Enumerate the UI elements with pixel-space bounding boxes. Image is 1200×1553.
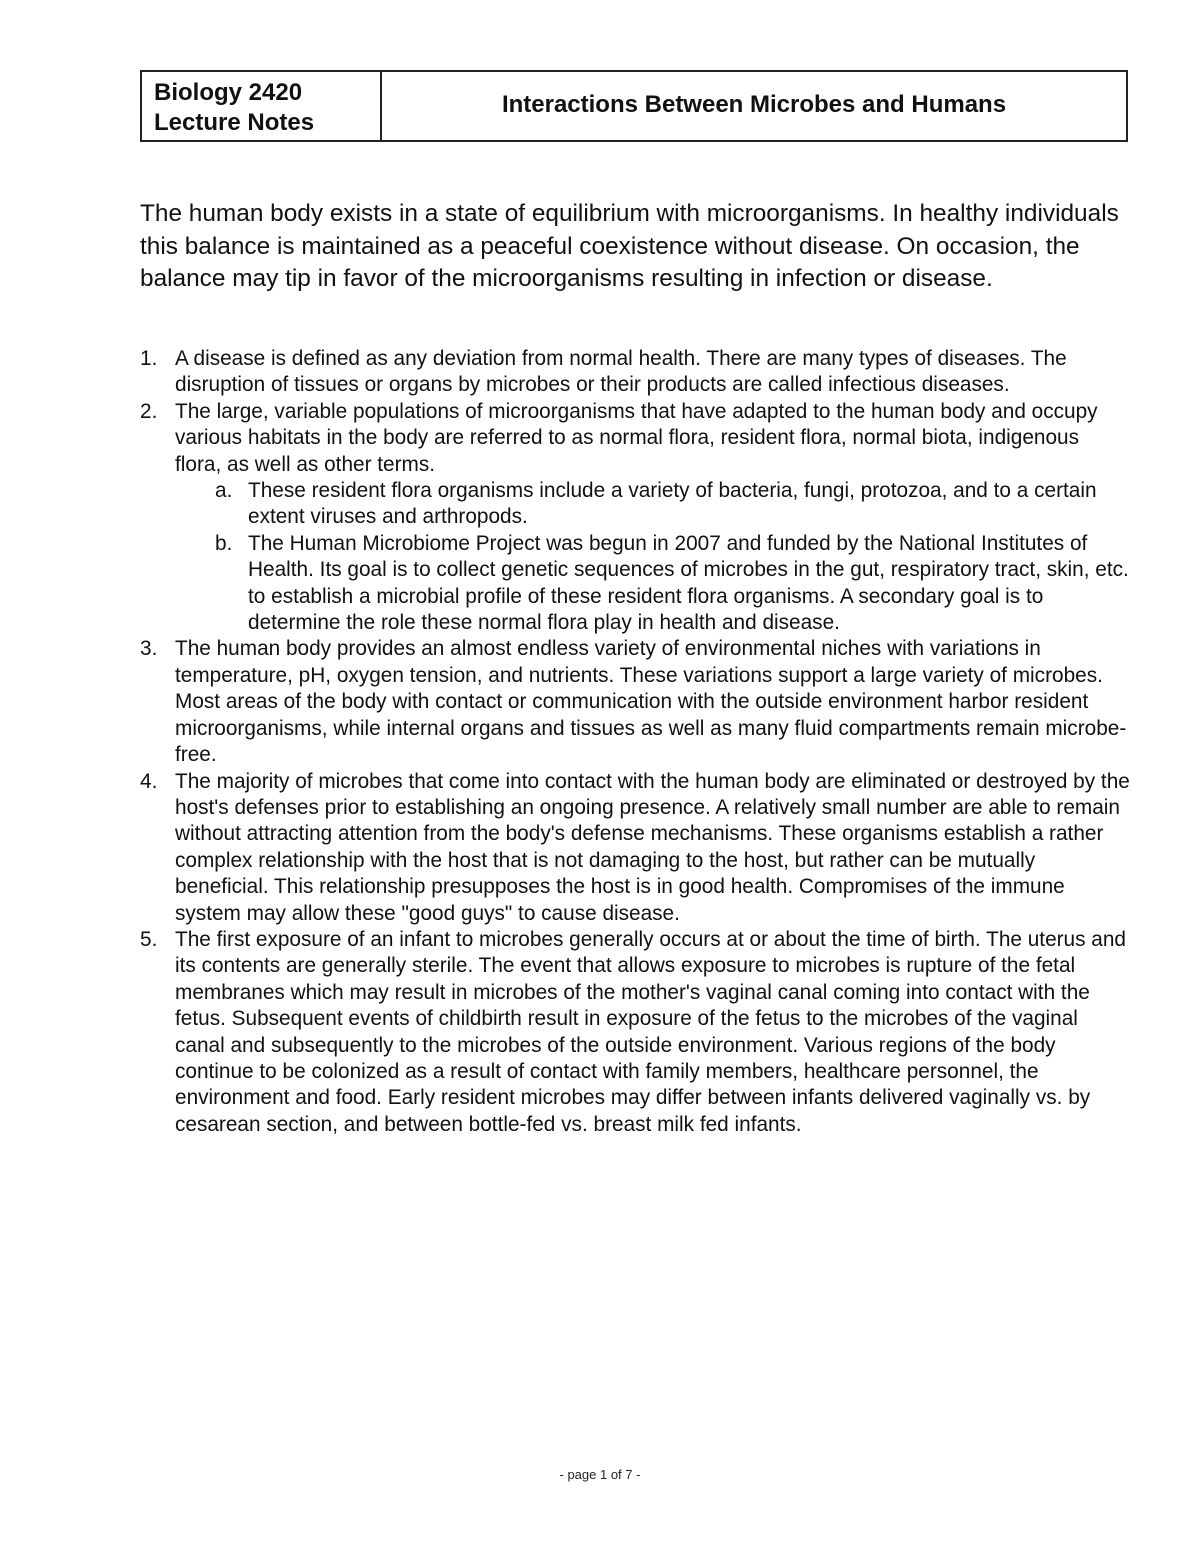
sub-list-item-text: These resident flora organisms include a variety of bacteria, fungi, protozoa, and to a certain extent viruses and arthropods.: [248, 479, 1097, 529]
document-type: Lecture Notes: [154, 109, 315, 136]
page-footer: - page 1 of 7 -: [559, 1467, 641, 1482]
list-item: [140, 346, 1130, 399]
list-item-number: 2.: [140, 399, 158, 423]
list-item-number: 1.: [140, 347, 158, 370]
list-item-text: The majority of microbes that come into contact with the human body are eliminated or destroyed by the host's defenses prior to establishing an ongoing presence. A relatively small number are able to remain without attracting attention from the body's defense mechanisms. These organisms establish a rather complex relationship with the host that is not damaging to the host, but rather can be mutually beneficial. This relationship presupposes the host is in good health. Compromises of the immune system may allow these "good guys" to cause disease.: [175, 769, 1130, 925]
header-box: [140, 70, 1128, 142]
list-item: [140, 636, 1130, 768]
list-item-text: The large, variable populations of microorganisms that have adapted to the human body and occupy various habitats in the body are referred to as normal flora, resident flora, normal biota, indigenous flora, as well as other terms.: [175, 399, 1098, 476]
list-item-text: The first exposure of an infant to microbes generally occurs at or about the time of birth. The uterus and its contents are generally sterile. The event that allows exposure to microbes is rupture of the fetal membranes which may result in microbes of the mother's vaginal canal coming into contact with the fetus. Subsequent events of childbirth result in exposure of the fetus to the microbes of the vaginal canal and subsequently to the microbes of the outside environment. Various regions of the body continue to be colonized as a result of contact with family members, healthcare personnel, the environment and food. Early resident microbes may differ between infants delivered vaginally vs. by cesarean section, and between bottle-fed vs. breast milk fed infants.: [175, 927, 1127, 1136]
course-name: Biology 2420: [154, 79, 303, 106]
sub-list-item-text: The Human Microbiome Project was begun in 2007 and funded by the National Institutes of Health. Its goal is to collect genetic sequences of microbes in the gut, respiratory tract, skin, etc. to establish a microbial profile of these resident flora organisms. A secondary goal is to determine the role these normal flora play in health and disease.: [248, 531, 1129, 635]
intro-paragraph: The human body exists in a state of equilibrium with microorganisms. In healthy individuals this balance is maintained as a peaceful coexistence without disease. On occasion, the balance may tip in favor of the microorganisms resulting in infection or disease.: [140, 200, 1119, 293]
list-item-text: The human body provides an almost endless variety of environmental niches with variations in temperature, pH, oxygen tension, and nutrients. These variations support a large variety of microbes. Most areas of the body with contact or communication with the outside environment harbor resident microorganisms, while internal organs and tissues as well as many fluid compartments remain microbe-free.: [175, 637, 1127, 767]
list-item-number: 4.: [140, 769, 158, 793]
sub-list-item-letter: b.: [215, 531, 233, 555]
list-item: [140, 927, 1130, 1138]
course-cell: [142, 72, 382, 140]
list-item: [140, 399, 1130, 478]
list-item-text: A disease is defined as any deviation from normal health. There are many types of diseases. The disruption of tissues or organs by microbes or their products are called infectious diseases.: [175, 347, 1067, 397]
sub-list-item: [140, 478, 1130, 531]
sub-list-item-letter: a.: [215, 479, 233, 503]
page-title: Interactions Between Microbes and Humans: [501, 91, 1007, 118]
sub-list-item: [140, 531, 1130, 637]
list-item: [140, 769, 1130, 927]
list-item-number: 3.: [140, 637, 158, 661]
numbered-list: [140, 346, 1130, 1138]
list-item-number: 5.: [140, 927, 158, 951]
